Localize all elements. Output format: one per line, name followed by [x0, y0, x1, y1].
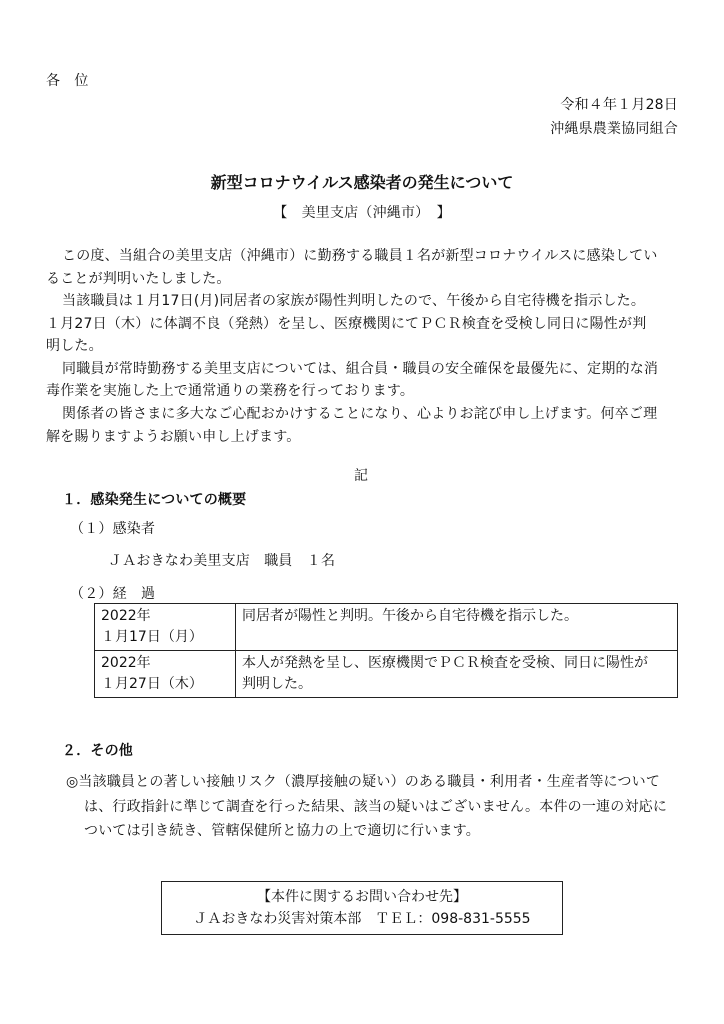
row-year: 2022年 [101, 608, 151, 624]
organization-name: 沖縄県農業協同組合 [550, 121, 678, 137]
body-line: この度、当組合の美里支店（沖縄市）に勤務する職員１名が新型コロナウイルスに感染してい [62, 248, 658, 264]
row-day: １月17日（月） [101, 629, 203, 645]
event-text: 本人が発熱を呈し、医療機関でＰＣＲ検査を受検、同日に陽性が [242, 655, 648, 671]
body-line: 毒作業を実施した上で通常通りの業務を行っております。 [46, 383, 415, 399]
ki-marker: 記 [354, 468, 369, 484]
section1-sub1: （１）感染者 [70, 521, 156, 537]
section2-line: は、行政指針に準じて調査を行った結果、該当の疑いはございません。本件の一連の対応に [84, 799, 668, 815]
body-line: 関係者の皆さまに多大なご心配おかけすることになり、心よりお詫び申し上げます。何卒ご理 [62, 406, 658, 422]
section2-line-a: ◎当該職員との著しい接触リスク（濃厚接触の疑い）のある職員・利用者・生産者等につい [66, 774, 646, 790]
table-row [95, 604, 678, 651]
date-cell [95, 604, 236, 651]
section2-line-b: て [645, 774, 661, 790]
table-row [95, 651, 678, 698]
addressee: 各 位 [46, 73, 89, 89]
body-line: 解を賜りますようお願い申し上げます。 [46, 429, 301, 445]
date-cell [95, 651, 236, 698]
body-line: １月27日（木）に体調不良（発熱）を呈し、医療機関にてＰＣＲ検査を受検し同日に陽性が判 [46, 316, 647, 332]
infected-detail: ＪＡおきなわ美里支店 職員 １名 [108, 553, 336, 569]
section2-line: ついては引き続き、管轄保健所と協力の上で適切に行います。 [84, 823, 480, 839]
contact-heading: 【本件に関するお問い合わせ先】 [257, 889, 467, 905]
section1-sub2: （２）経 過 [70, 586, 156, 602]
document-date: 令和４年１月28日 [560, 97, 678, 113]
section2-heading: ２．その他 [62, 743, 133, 759]
timeline-table [94, 603, 678, 698]
section1-heading: １．感染発生についての概要 [62, 492, 247, 508]
branch-subtitle: 【 美里支店（沖縄市） 】 [273, 205, 451, 221]
section2-line [66, 771, 660, 791]
body-line: 明した。 [46, 338, 103, 354]
event-text-cont: 判明した。 [242, 676, 312, 692]
event-text: 同居者が陽性と判明。午後から自宅待機を指示した。 [242, 608, 578, 624]
event-cell [236, 651, 678, 698]
contact-box [161, 881, 563, 935]
body-line: ることが判明いたしました。 [46, 271, 231, 287]
event-cell [236, 604, 678, 651]
row-day: １月27日（木） [101, 676, 203, 692]
body-line: 同職員が常時勤務する美里支店については、組合員・職員の安全確保を最優先に、定期的な消 [62, 361, 659, 377]
body-line: 当該職員は１月17日(月)同居者の家族が陽性判明したので、午後から自宅待機を指示した。 [62, 293, 646, 309]
document-title: 新型コロナウイルス感染者の発生について [210, 173, 514, 192]
event-text-cont [242, 627, 671, 648]
row-year: 2022年 [101, 655, 151, 671]
contact-phone: ＪＡおきなわ災害対策本部 ＴＥＬ：098-831-5555 [193, 911, 531, 927]
